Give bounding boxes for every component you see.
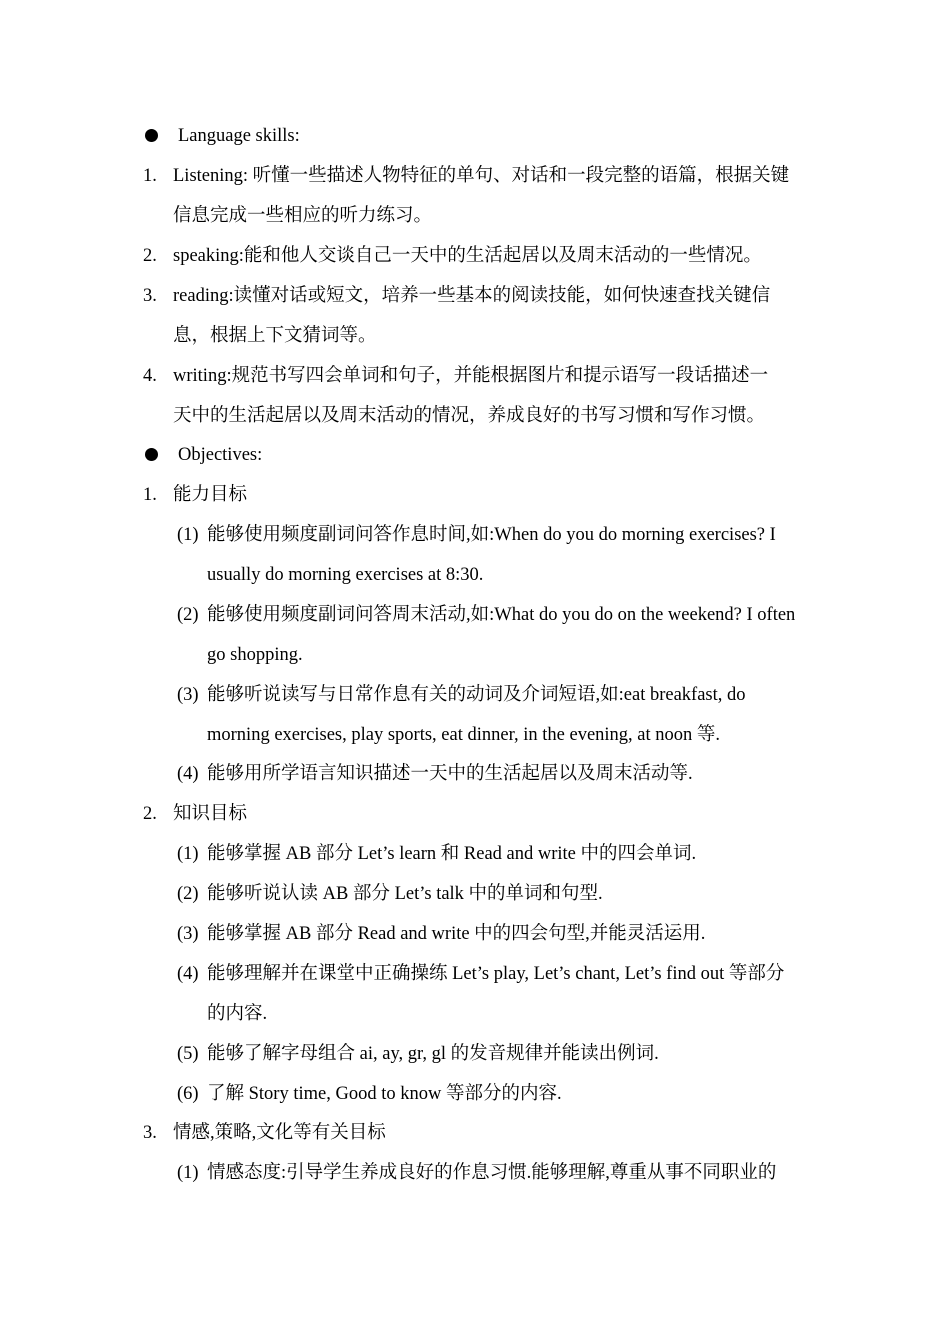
list-item-text: writing:规范书写四会单词和句子，并能根据图片和提示语写一段话描述一 <box>173 366 769 386</box>
sub-item-number: (5) <box>177 1044 199 1064</box>
sub-item-text: 能够了解字母组合 ai, ay, gr, gl 的发音规律并能读出例词. <box>207 1044 659 1064</box>
objectives-heading: Objectives: <box>178 445 263 465</box>
bullet-icon <box>145 448 158 461</box>
bullet-icon <box>145 129 158 142</box>
list-item-text: reading:读懂对话或短文，培养一些基本的阅读技能，如何快速查找关键信 <box>173 286 771 306</box>
list-number: 2. <box>143 246 157 266</box>
sub-item-number: (2) <box>177 605 199 625</box>
list-item-continuation <box>0 316 950 356</box>
list-item-text: 信息完成一些相应的听力练习。 <box>173 206 433 226</box>
sub-item-number: (4) <box>177 964 199 984</box>
sub-item-text: 情感态度:引导学生养成良好的作息习惯.能够理解,尊重从事不同职业的 <box>207 1163 777 1183</box>
list-item <box>0 156 950 196</box>
list-item <box>0 276 950 316</box>
section-title: 情感,策略,文化等有关目标 <box>173 1123 386 1143</box>
list-number: 4. <box>143 366 157 386</box>
sub-item-number: (1) <box>177 844 199 864</box>
sub-item-text: 能够掌握 AB 部分 Read and write 中的四会句型,并能灵活运用. <box>207 924 706 944</box>
sub-item-continuation <box>0 994 950 1034</box>
section-title: 知识目标 <box>173 804 248 824</box>
sub-item-number: (2) <box>177 884 199 904</box>
sub-item-text: go shopping. <box>207 645 303 665</box>
sub-item-text: 能够听说认读 AB 部分 Let’s talk 中的单词和句型. <box>207 884 603 904</box>
sub-item <box>0 515 950 555</box>
language-skills-heading: Language skills: <box>178 126 300 146</box>
sub-item <box>0 1074 950 1114</box>
sub-item-text: 能够使用频度副词问答作息时间,如:When do you do morning exercises? I <box>207 525 776 545</box>
sub-item <box>0 914 950 954</box>
list-number: 3. <box>143 286 157 306</box>
section-heading <box>0 794 950 834</box>
sub-item-continuation <box>0 555 950 595</box>
sub-item-continuation <box>0 635 950 675</box>
sub-item <box>0 834 950 874</box>
sub-item <box>0 754 950 794</box>
sub-item-number: (6) <box>177 1084 199 1104</box>
sub-item <box>0 1034 950 1074</box>
sub-item-number: (1) <box>177 1163 199 1183</box>
list-item-text: 天中的生活起居以及周末活动的情况，养成良好的书写习惯和写作习惯。 <box>173 406 766 426</box>
sub-item-text: morning exercises, play sports, eat dinner, in the evening, at noon 等. <box>207 725 721 745</box>
sub-item-text: usually do morning exercises at 8:30. <box>207 565 484 585</box>
list-item-continuation <box>0 196 950 236</box>
section-number: 1. <box>143 485 157 505</box>
section-heading <box>0 1113 950 1153</box>
sub-item-text: 能够掌握 AB 部分 Let’s learn 和 Read and write 中的四会单词. <box>207 844 697 864</box>
section-title: 能力目标 <box>173 485 248 505</box>
list-item-continuation <box>0 396 950 436</box>
sub-item <box>0 595 950 635</box>
sub-item-continuation <box>0 715 950 755</box>
section-number: 3. <box>143 1123 157 1143</box>
objectives-heading-line <box>0 435 950 475</box>
sub-item-number: (3) <box>177 685 199 705</box>
list-item-text: speaking:能和他人交谈自己一天中的生活起居以及周末活动的一些情况。 <box>173 246 762 266</box>
list-item-text: Listening: 听懂一些描述人物特征的单句、对话和一段完整的语篇，根据关键 <box>173 166 790 186</box>
sub-item <box>0 954 950 994</box>
sub-item-text: 了解 Story time, Good to know 等部分的内容. <box>207 1084 562 1104</box>
sub-item-number: (1) <box>177 525 199 545</box>
sub-item-text: 能够听说读写与日常作息有关的动词及介词短语,如:eat breakfast, do <box>207 685 746 705</box>
list-item <box>0 356 950 396</box>
sub-item <box>0 874 950 914</box>
list-item-text: 息，根据上下文猜词等。 <box>173 326 377 346</box>
sub-item-number: (4) <box>177 764 199 784</box>
section-number: 2. <box>143 804 157 824</box>
sub-item-text: 的内容. <box>207 1004 268 1024</box>
section-heading <box>0 475 950 515</box>
sub-item-number: (3) <box>177 924 199 944</box>
list-item <box>0 236 950 276</box>
sub-item-text: 能够使用频度副词问答周末活动,如:What do you do on the weekend? I often <box>207 605 796 625</box>
language-skills-heading-line <box>0 116 950 156</box>
sub-item <box>0 1153 950 1193</box>
sub-item-text: 能够理解并在课堂中正确操练 Let’s play, Let’s chant, Let’s find out 等部分 <box>207 964 785 984</box>
sub-item <box>0 675 950 715</box>
sub-item-text: 能够用所学语言知识描述一天中的生活起居以及周末活动等. <box>207 764 693 784</box>
list-number: 1. <box>143 166 157 186</box>
